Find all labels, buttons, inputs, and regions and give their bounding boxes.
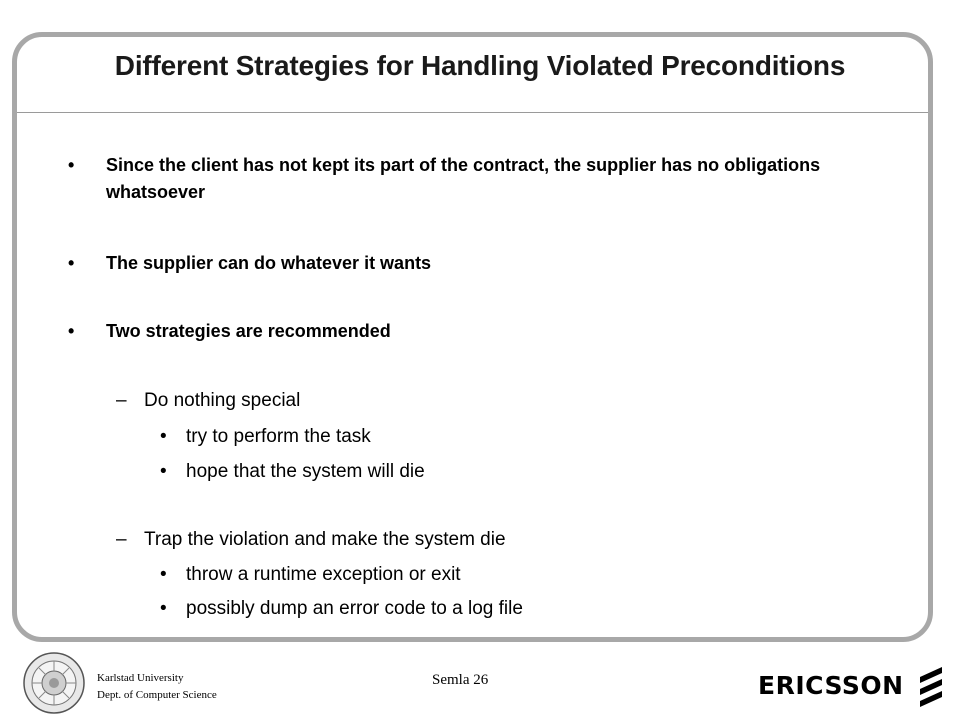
title-divider [17, 112, 928, 113]
dash-marker: – [116, 390, 127, 411]
subitem-text: possibly dump an error code to a log file [186, 598, 523, 619]
logo-wordmark: ERICSSON [758, 671, 904, 700]
strategy-label: Trap the violation and make the system die [144, 529, 506, 550]
subitem-text: throw a runtime exception or exit [186, 564, 461, 585]
bullet-dot: • [160, 461, 167, 482]
bullet-dot: • [68, 155, 75, 175]
footer-affiliation [97, 670, 217, 704]
bullet-dot: • [68, 253, 75, 273]
bullet-dot: • [160, 564, 167, 585]
page-number: Semla 26 [432, 672, 489, 688]
bullet-text: Two strategies are recommended [106, 321, 391, 341]
bullet-dot: • [68, 321, 75, 341]
dash-marker: – [116, 529, 127, 550]
bullet-dot: • [160, 426, 167, 447]
ericsson-logo [758, 664, 948, 708]
bullet-text: The supplier can do whatever it wants [106, 253, 432, 273]
strategy-label: Do nothing special [144, 390, 301, 411]
slide-title: Different Strategies for Handling Violated Preconditions [114, 50, 846, 81]
subitem-text: try to perform the task [186, 426, 371, 447]
university-name: Karlstad University [97, 672, 184, 684]
subitem-text: hope that the system will die [186, 461, 425, 482]
university-seal-icon [22, 651, 86, 715]
department-name: Dept. of Computer Science [97, 689, 217, 701]
bullet-dot: • [160, 598, 167, 619]
ericsson-logo-icon [916, 664, 946, 708]
bullet-text: Since the client has not kept its part of the contract, the supplier has no obligations whatsoever [106, 155, 821, 202]
